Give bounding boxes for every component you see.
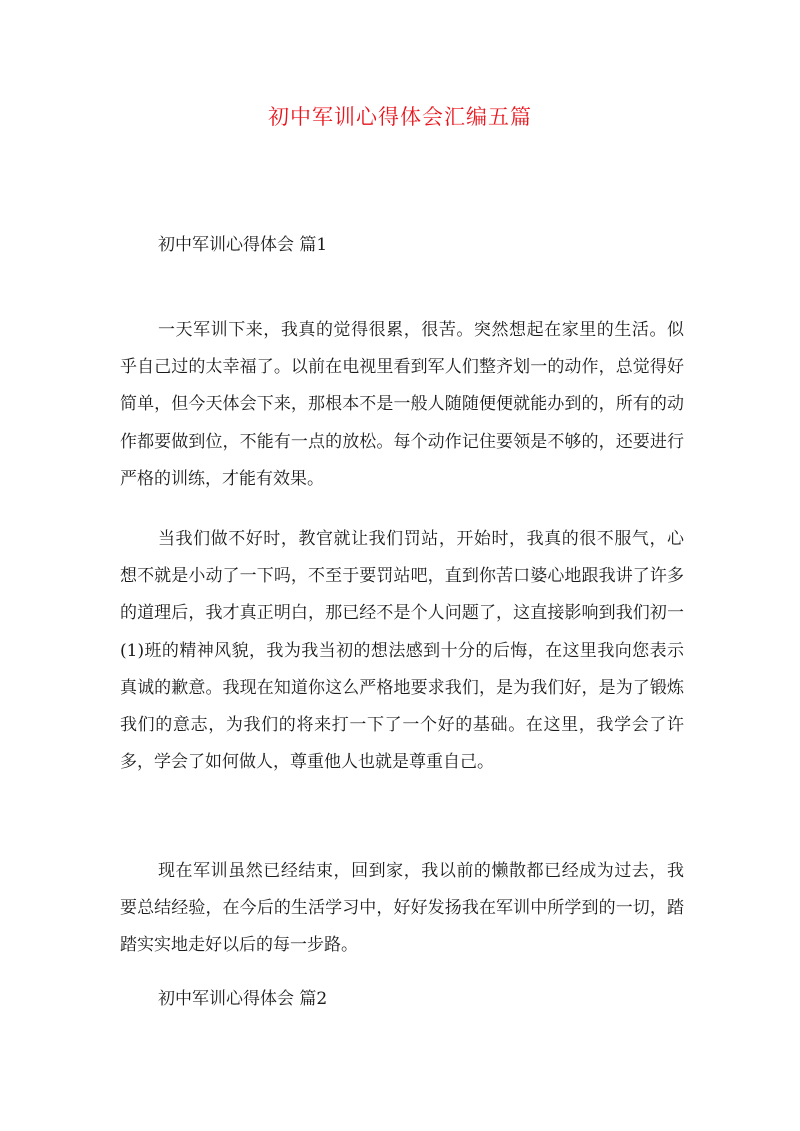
document-title: 初中军训心得体会汇编五篇 [268, 105, 532, 129]
paragraph-2: 当我们做不好时，教官就让我们罚站，开始时，我真的很不服气，心想不就是小动了一下吗，不至于要罚站吧，直到你苦口婆心地跟我讲了许多的道理后，我才真正明白，那已经不是个人问题了，这直接影响到我们初一(1)班的精神风貌，我为我当初的想法感到十分的后悔，在这里我向您表示真诚的歉意。我现在知道你这么严格地要求我们，是为我们好，是为了锻炼我们的意志，为我们的将来打一下了一个好的基础。在这里，我学会了许多，学会了如何做人，尊重他人也就是尊重自己。 [120, 529, 684, 773]
paragraph-1: 一天军训下来，我真的觉得很累，很苦。突然想起在家里的生活。似乎自己过的太幸福了。以前在电视里看到军人们整齐划一的动作，总觉得好简单，但今天体会下来，那根本不是一般人随随便便就能办到的，所有的动作都要做到位，不能有一点的放松。每个动作记住要领是不够的，还要进行严格的训练，才能有效果。 [120, 320, 684, 489]
section-heading-2: 初中军训心得体会 篇2 [158, 989, 328, 1009]
paragraph-3: 现在军训虽然已经结束，回到家，我以前的懒散都已经成为过去，我要总结经验，在今后的生活学习中，好好发扬我在军训中所学到的一切，踏踏实实地走好以后的每一步路。 [120, 861, 684, 956]
section-heading-1: 初中军训心得体会 篇1 [158, 235, 328, 255]
